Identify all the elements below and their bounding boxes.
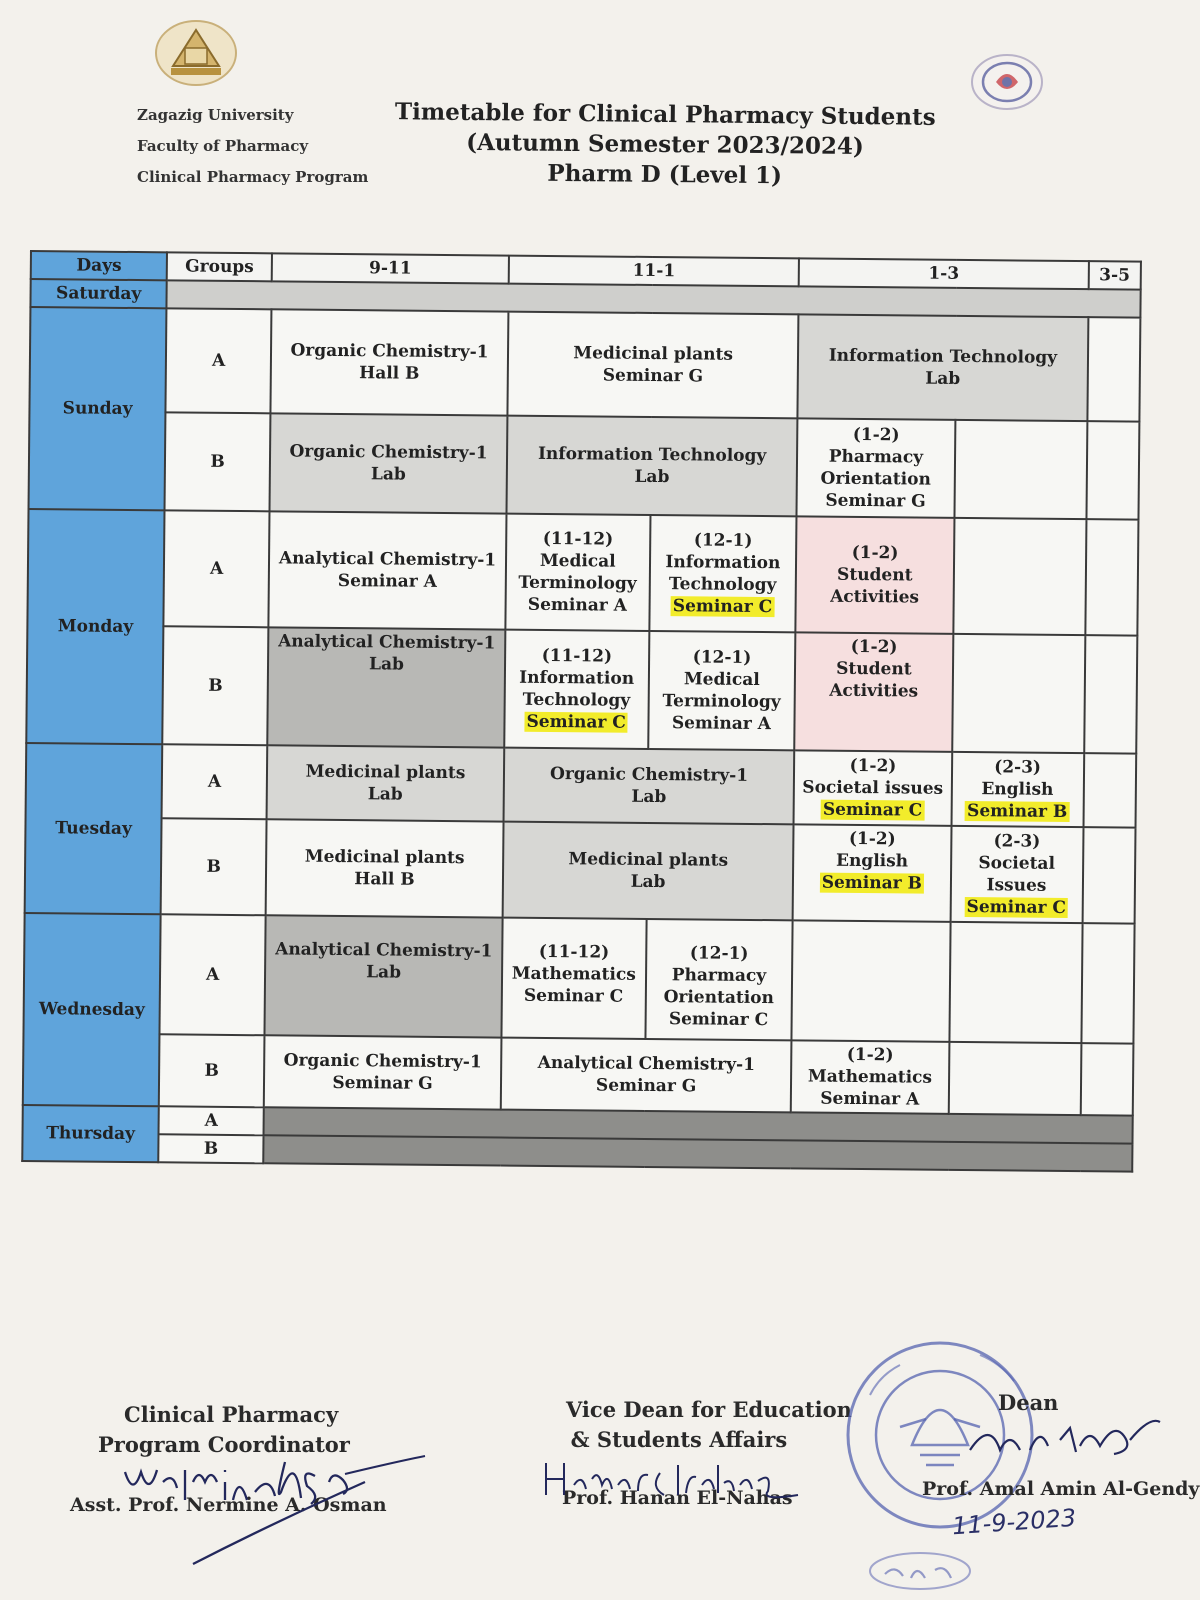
schedule-cell: Information Technology Lab [798,314,1088,421]
group-label: B [163,626,269,745]
schedule-cell: Medicinal plants Lab [503,822,794,921]
day-thursday: Thursday [22,1105,159,1162]
empty-cell [1081,923,1135,1043]
vice-dean-title-line-1: Vice Dean for Education [566,1397,852,1422]
monday-b-row [26,625,1137,754]
dean-handwritten-date: 11-9-2023 [951,1503,1078,1541]
schedule-cell: (11-12) Medical Terminology Seminar A [505,514,650,631]
dean-name: Prof. Amal Amin Al-Gendy [922,1478,1200,1500]
schedule-cell: Analytical Chemistry-1 Seminar G [501,1038,792,1113]
groups-header: Groups [167,252,272,281]
schedule-cell: Medicinal plants Seminar G [507,312,798,419]
schedule-cell: Analytical Chemistry-1 Lab [267,627,505,747]
schedule-cell: Medicinal plants Hall B [266,819,504,917]
group-label: A [159,1106,264,1135]
zagazig-university-logo [155,20,237,86]
wednesday-a-row [23,913,1134,1044]
empty-cell [1083,753,1136,827]
document-title [380,97,951,193]
schedule-cell: (1-2) Pharmacy Orientation Seminar G [797,418,955,518]
schedule-cell: (12-1) Medical Terminology Seminar A [648,631,796,750]
schedule-cell: (1-2) Mathematics Seminar A [791,1040,949,1114]
wednesday-b-row [23,1033,1134,1116]
schedule-cell: (1-2) Societal issues Seminar C [794,750,952,826]
empty-cell [792,920,950,1042]
schedule-cell: Analytical Chemistry-1 Seminar A [268,511,506,629]
slot-9-11-header: 9-11 [272,253,509,283]
coordinator-title-line-1: Clinical Pharmacy [124,1402,339,1427]
sunday-b-row [29,411,1140,520]
schedule-cell: Medicinal plants Lab [267,745,505,821]
blue-ink-mark [865,1548,975,1594]
empty-cell [1084,635,1138,753]
slot-1-3-header: 1-3 [799,258,1089,289]
university-name: Zagazig University [137,106,294,124]
empty-cell [1082,827,1135,923]
group-label: B [165,412,271,511]
days-header: Days [31,251,168,280]
day-sunday: Sunday [29,307,167,510]
empty-cell [1085,519,1139,635]
group-label: B [158,1134,263,1163]
vice-dean-handwritten-signature [540,1455,820,1505]
group-label: A [160,914,266,1035]
coordinator-title-line-2: Program Coordinator [98,1432,350,1457]
schedule-cell: (12-1) Information Technology Seminar C [649,515,797,632]
sunday-a-row [29,307,1140,422]
day-tuesday: Tuesday [25,743,163,914]
schedule-cell: (12-1) Pharmacy Orientation Seminar C [645,919,793,1040]
timetable [21,250,1142,1173]
day-monday: Monday [26,509,164,744]
group-label: A [164,510,270,627]
schedule-cell: (2-3) English Seminar B [951,752,1084,827]
group-label: B [159,1034,264,1107]
program-name: Clinical Pharmacy Program [137,168,369,186]
tuesday-a-row [26,743,1137,828]
institution-block [137,100,368,193]
slot-11-1-header: 11-1 [509,256,800,287]
dean-handwritten-signature [960,1410,1170,1470]
schedule-cell: (1-2) Student Activities [795,632,953,752]
vice-dean-title-line-2: & Students Affairs [570,1427,788,1452]
schedule-cell: Organic Chemistry-1 Hall B [271,309,509,415]
coordinator-signature-block [98,1400,350,1460]
faculty-name: Faculty of Pharmacy [137,137,309,155]
empty-cell [949,922,1082,1043]
slot-3-5-header: 3-5 [1088,261,1141,290]
monday-a-row [27,509,1138,636]
day-wednesday: Wednesday [23,913,161,1106]
title-line-2: (Autumn Semester 2023/2024) [466,128,864,161]
schedule-cell: (1-2) English Seminar B [793,824,951,922]
title-line-3: Pharm D (Level 1) [547,159,783,190]
title-line-1: Timetable for Clinical Pharmacy Students [394,98,936,131]
vice-dean-name: Prof. Hanan El-Nahas [562,1487,793,1509]
empty-cell [954,420,1087,519]
schedule-cell: Organic Chemistry-1 Lab [270,413,508,513]
schedule-cell: Organic Chemistry-1 Lab [503,748,794,825]
empty-cell [953,518,1086,635]
vice-dean-signature-block [566,1395,852,1455]
coordinator-name: Asst. Prof. Nermine A. Osman [70,1494,387,1516]
group-label: B [161,818,267,915]
schedule-cell: (2-3) Societal Issues Seminar C [950,826,1083,923]
schedule-cell: Information Technology Lab [506,416,797,517]
dean-title: Dean [998,1390,1059,1415]
group-label: A [166,308,272,413]
empty-cell [1080,1043,1133,1116]
group-label: A [162,744,268,819]
empty-cell [948,1042,1081,1115]
faculty-of-pharmacy-logo [968,52,1046,112]
empty-cell [1087,317,1140,421]
schedule-cell: Analytical Chemistry-1 Lab [265,915,503,1037]
schedule-cell: (11-12) Information Technology Seminar C [504,630,649,749]
coordinator-handwritten-signature [115,1452,435,1572]
schedule-cell: (11-12) Mathematics Seminar C [501,918,646,1039]
schedule-cell: Organic Chemistry-1 Seminar G [264,1035,502,1109]
empty-cell [1086,421,1139,519]
day-saturday: Saturday [30,279,167,308]
schedule-cell: (1-2) Student Activities [796,516,954,634]
tuesday-b-row [25,817,1136,924]
empty-cell [952,634,1085,753]
